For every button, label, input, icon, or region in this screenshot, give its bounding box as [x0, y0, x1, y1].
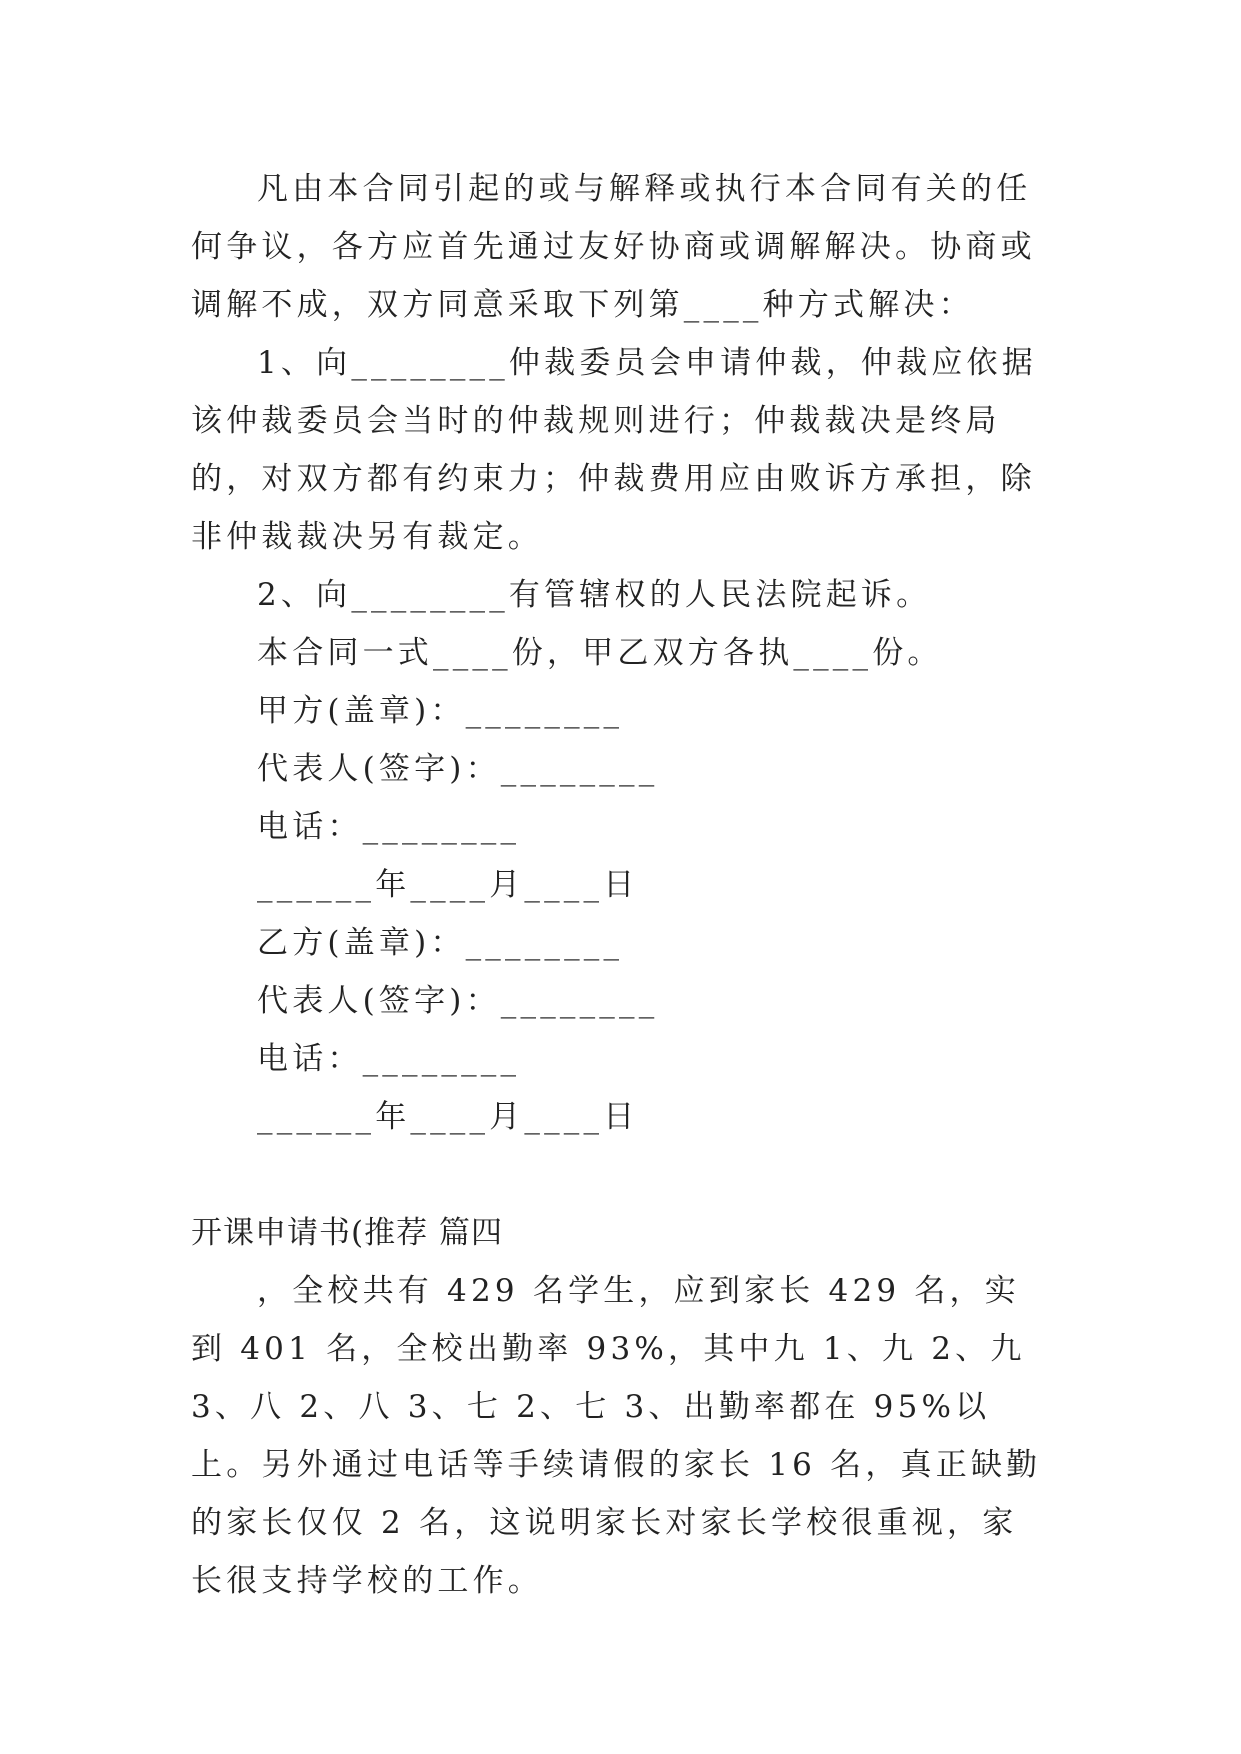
section-heading: 开课申请书(推荐 篇四 — [191, 1215, 503, 1251]
document-body — [191, 160, 1051, 1610]
party-a-seal-line: 甲方(盖章)：________ — [257, 693, 624, 729]
party-b-representative-line: 代表人(签字)：________ — [257, 983, 659, 1019]
dispute-clause-paragraph: 凡由本合同引起的或与解释或执行本合同有关的任何争议，各方应首先通过友好协商或调解解决。协商或调解不成，双方同意采取下列第____种方式解决： — [191, 171, 1036, 323]
litigation-option-line: 2、向________有管辖权的人民法院起诉。 — [257, 577, 932, 613]
party-b-date-line: ______年____月____日 — [257, 1099, 639, 1135]
party-b-seal-line: 乙方(盖章)：________ — [257, 925, 624, 961]
party-a-date-line: ______年____月____日 — [257, 867, 639, 903]
copies-line: 本合同一式____份，甲乙双方各执____份。 — [257, 635, 943, 671]
section-body-paragraph: ，全校共有 429 名学生，应到家长 429 名，实到 401 名，全校出勤率 93%，其中九 1、九 2、九 3、八 2、八 3、七 2、七 3、出勤率都在 95%以上。另外通过电话等手续请假的家长 16 名，真正缺勤的家长仅仅 2 名，这说明家长对家长学校很重视，家长很支持学校的工作。 — [191, 1273, 1042, 1599]
arbitration-option-paragraph: 1、向________仲裁委员会申请仲裁，仲裁应依据该仲裁委员会当时的仲裁规则进行；仲裁裁决是终局的，对双方都有约束力；仲裁费用应由败诉方承担，除非仲裁裁决另有裁定。 — [191, 345, 1037, 555]
party-b-phone-line: 电话：________ — [257, 1041, 521, 1077]
party-a-phone-line: 电话：________ — [257, 809, 521, 845]
party-a-representative-line: 代表人(签字)：________ — [257, 751, 659, 787]
